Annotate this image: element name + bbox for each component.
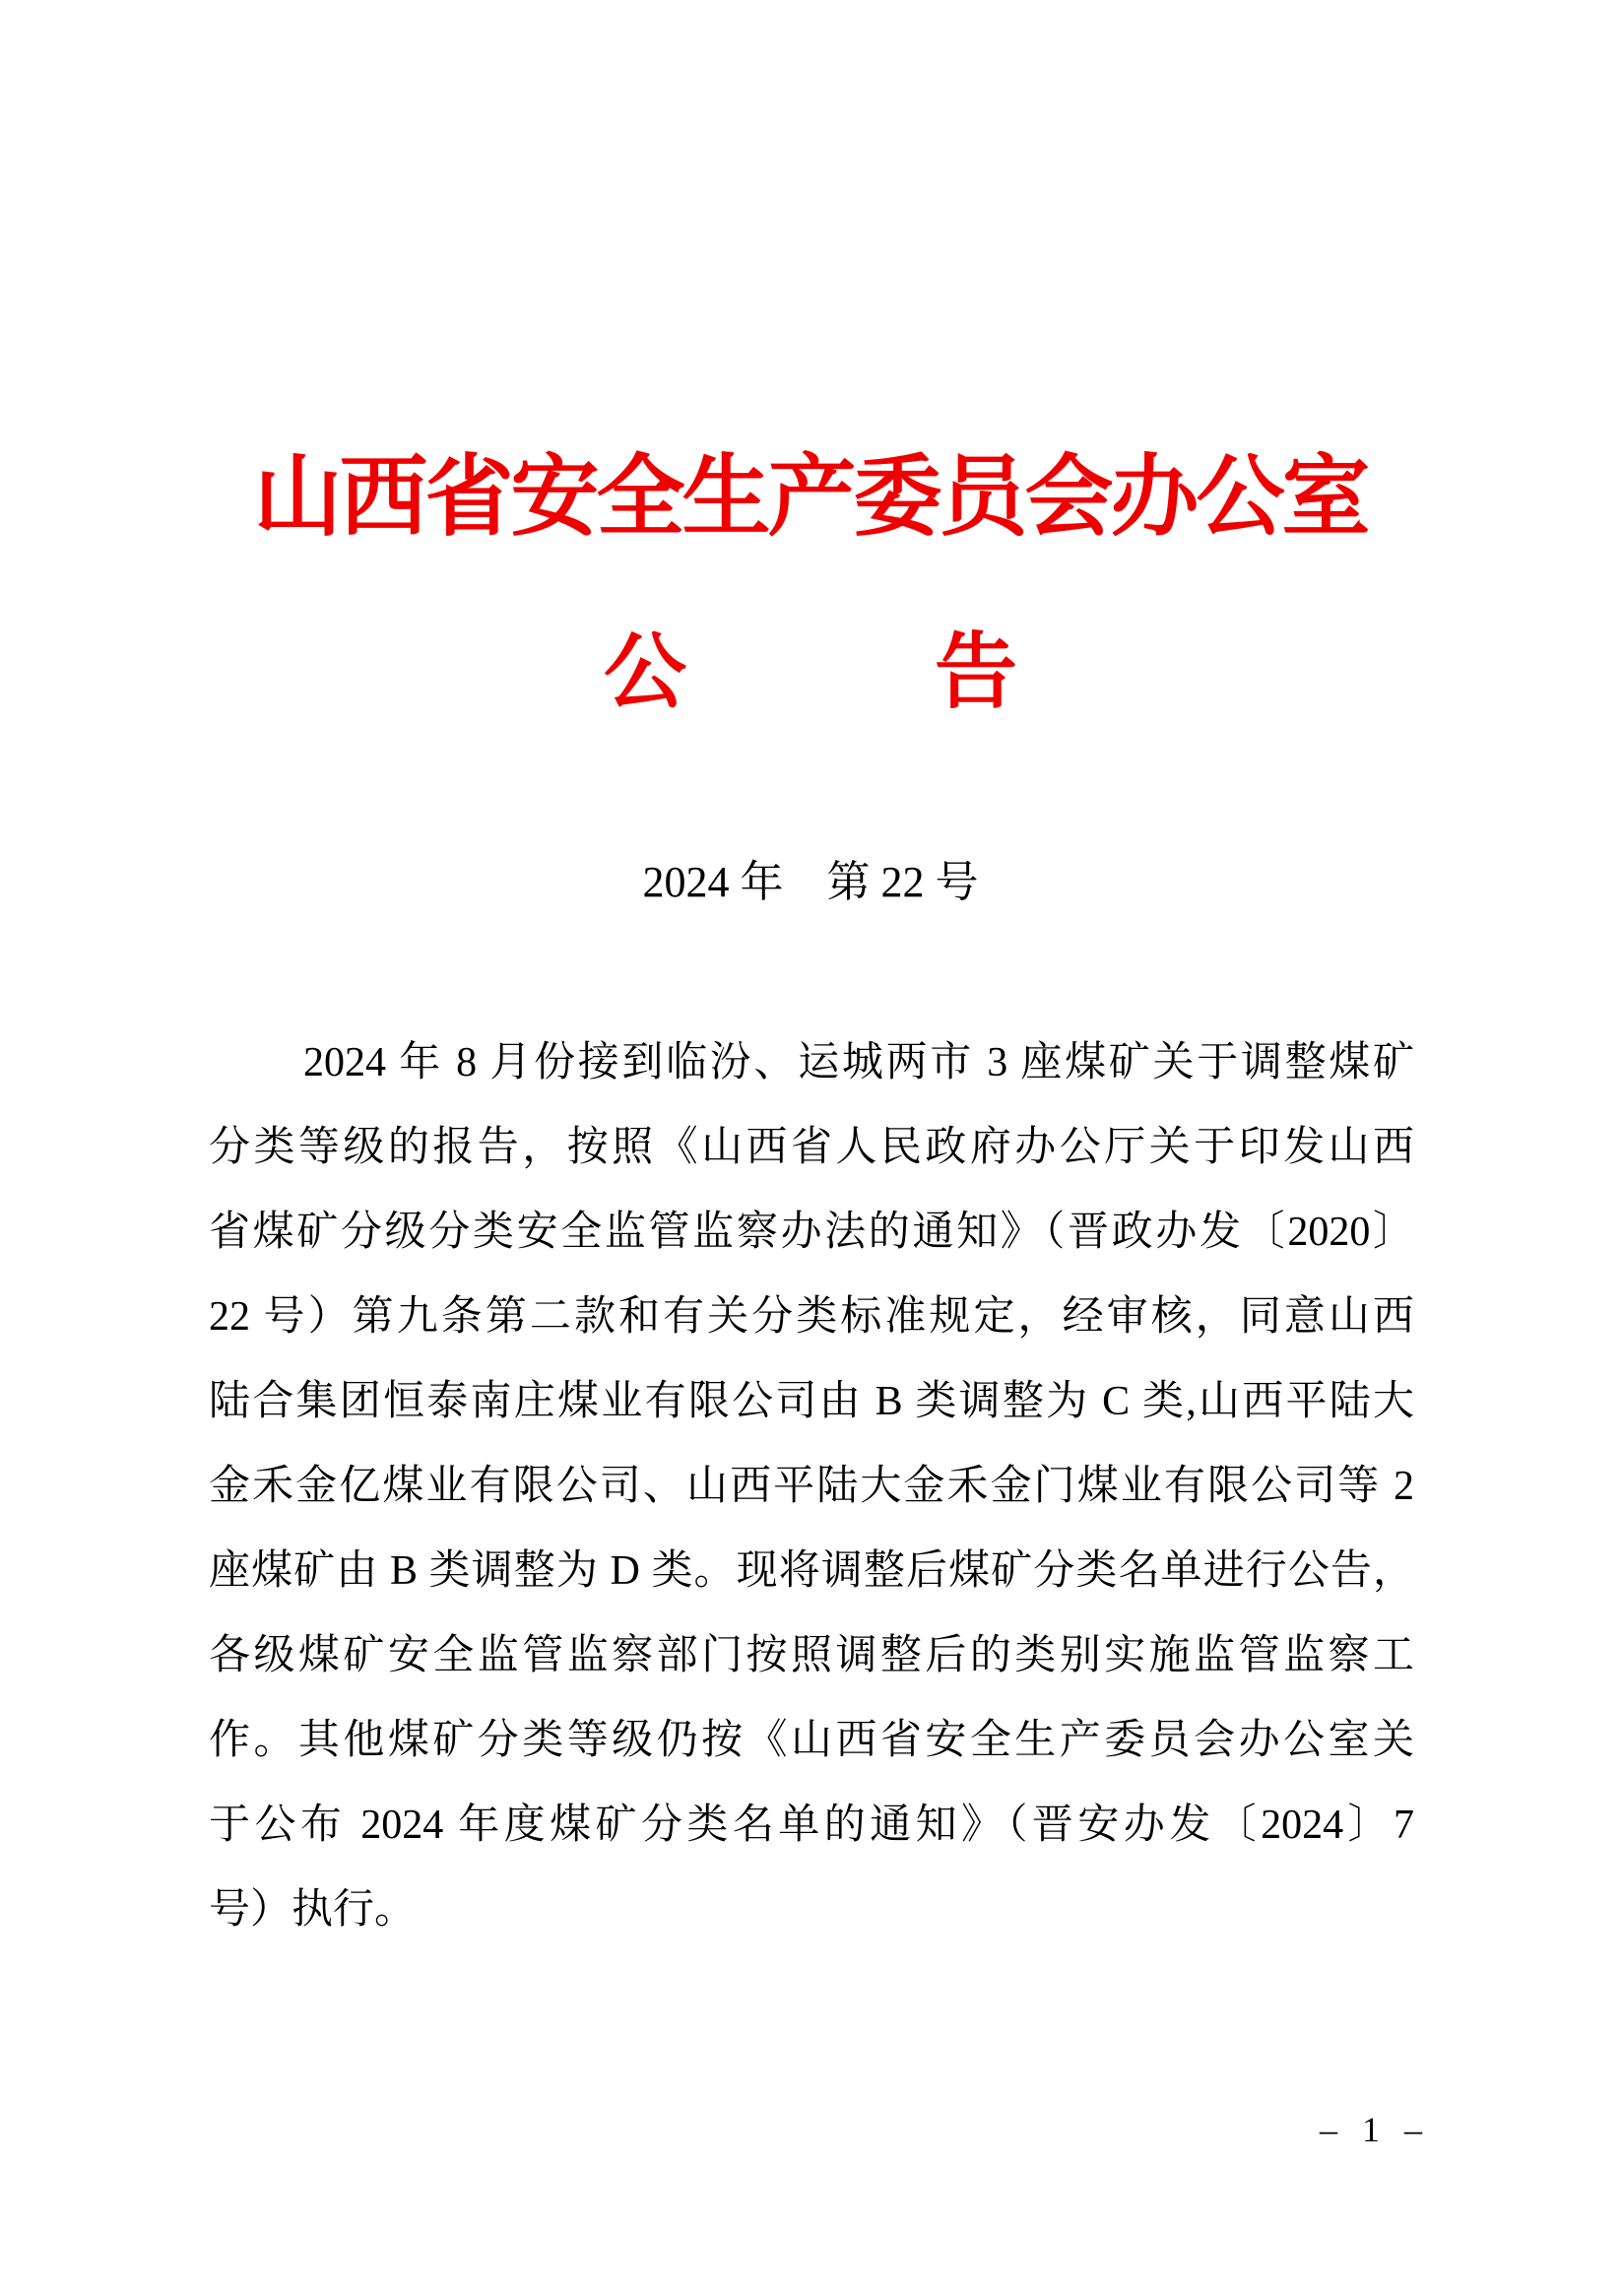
body-line: 省煤矿分级分类安全监管监察办法的通知》（晋政办发〔2020〕	[209, 1210, 1414, 1255]
body-line: 座煤矿由 B 类调整为 D 类。现将调整后煤矿分类名单进行公告，	[209, 1548, 1414, 1594]
body-line: 陆合集团恒泰南庄煤业有限公司由 B 类调整为 C 类,山西平陆大	[209, 1379, 1414, 1424]
body-line: 2024 年 8 月份接到临汾、运城两市 3 座煤矿关于调整煤矿	[303, 1040, 1414, 1085]
page-number: – 1 –	[1320, 2110, 1430, 2149]
body-line: 分类等级的报告，按照《山西省人民政府办公厅关于印发山西	[209, 1125, 1414, 1170]
body-line: 各级煤矿安全监管监察部门按照调整后的类别实施监管监察工	[209, 1633, 1414, 1678]
issue-number: 2024 年 第 22 号	[642, 858, 979, 906]
body-line: 22 号）第九条第二款和有关分类标准规定，经审核，同意山西	[209, 1294, 1414, 1340]
body-line: 于公布 2024 年度煤矿分类名单的通知》（晋安办发〔2024〕7	[209, 1803, 1414, 1848]
announcement-title: 公 告	[603, 627, 1017, 719]
org-title: 山西省安全生产委员会办公室	[253, 449, 1368, 547]
body-line: 金禾金亿煤业有限公司、山西平陆大金禾金门煤业有限公司等 2	[209, 1464, 1414, 1509]
body-line: 作。其他煤矿分类等级仍按《山西省安全生产委员会办公室关	[209, 1718, 1414, 1763]
body-line: 号）执行。	[209, 1887, 417, 1933]
document-body	[209, 1020, 1414, 1952]
